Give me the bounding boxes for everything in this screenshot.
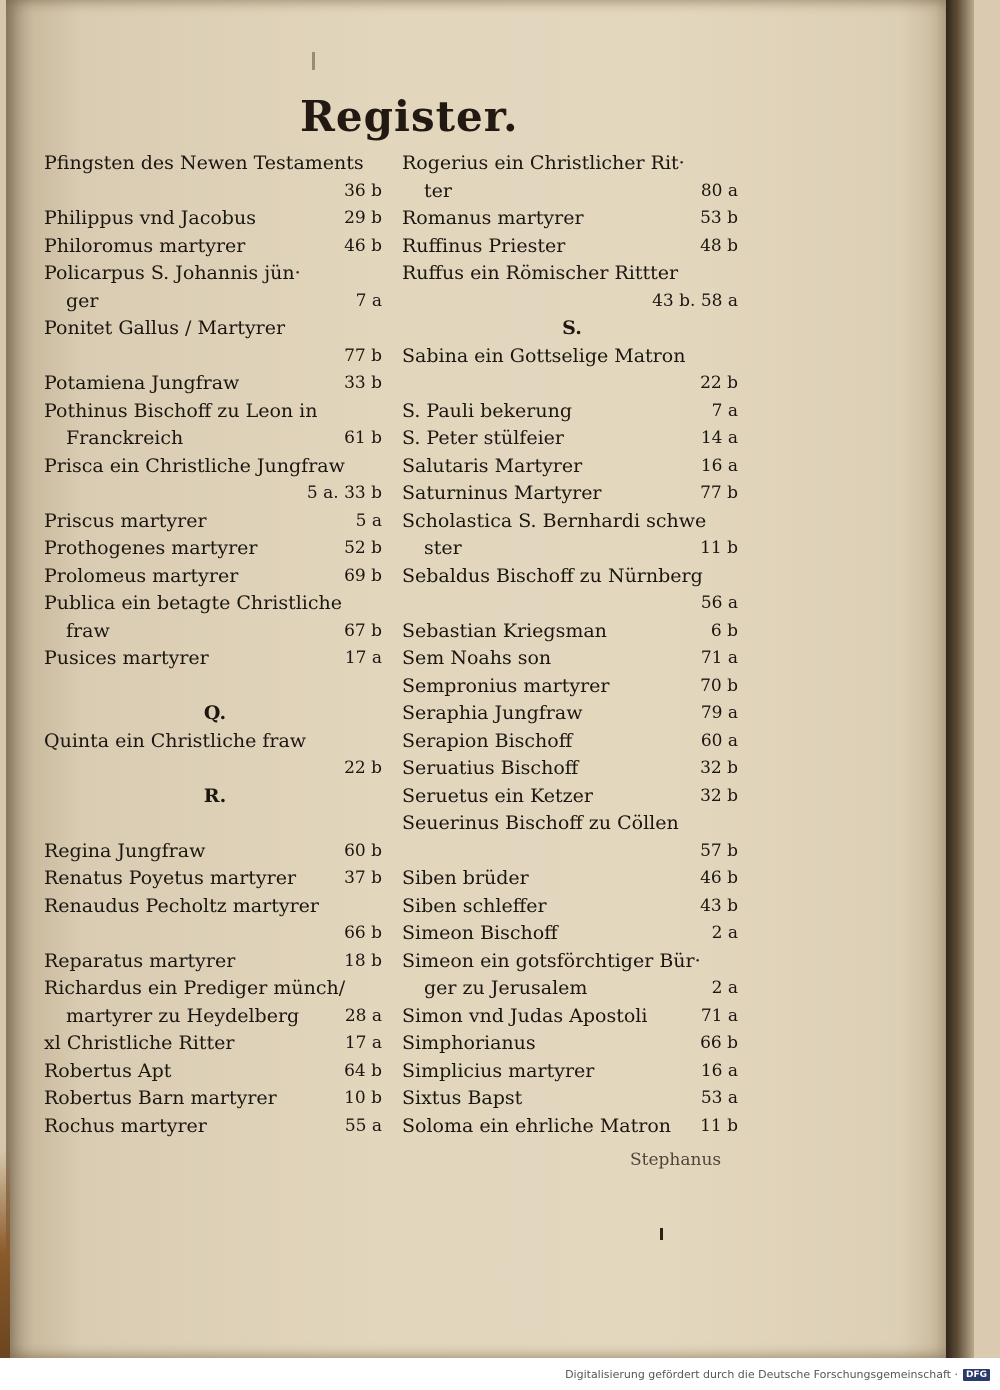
section-letter [44, 700, 386, 728]
entry-name: Rochus martyrer [44, 1114, 207, 1137]
register-entry [402, 618, 742, 646]
register-entry [402, 233, 742, 261]
register-entry [402, 425, 742, 453]
entry-name: Prisca ein Christliche Jungfraw [44, 454, 345, 477]
register-entry [44, 865, 386, 893]
entry-page-ref: 61 b [344, 428, 382, 448]
entry-name: Robertus Barn martyrer [44, 1087, 277, 1109]
entry-page-ref: 66 b [344, 923, 382, 943]
register-entry [44, 480, 386, 508]
register-entry [402, 453, 742, 481]
entry-page-ref: 46 b [700, 868, 738, 888]
entry-page-ref: 70 b [700, 675, 738, 696]
ink-mark [312, 52, 315, 70]
register-entry [44, 150, 386, 178]
entry-page-ref: 17 a [344, 648, 382, 668]
catchword: Stephanus [630, 1150, 722, 1170]
register-entry [402, 865, 742, 893]
entry-name: Seraphia Jungfraw [402, 702, 583, 724]
register-entry [402, 673, 742, 701]
spacer [44, 810, 386, 838]
credit-text: Digitalisierung gefördert durch die Deutsche Forschungsgemeinschaft · [565, 1368, 958, 1381]
register-entry [44, 1085, 386, 1113]
entry-name: Ruffus ein Römischer Rittter [402, 262, 679, 284]
entry-page-ref: 37 b [344, 868, 382, 888]
entry-name: Salutaris Martyrer [402, 454, 583, 477]
entry-page-ref: 55 a [344, 1115, 382, 1136]
register-entry [44, 975, 386, 1003]
entry-page-ref: 16 a [700, 455, 738, 476]
entry-page-ref: 46 b [344, 235, 382, 256]
section-letter-text: R. [203, 784, 227, 807]
page-stain [0, 1150, 10, 1358]
register-entry [44, 178, 386, 206]
register-entry [44, 1058, 386, 1086]
entry-name: Regina Jungfraw [44, 839, 206, 862]
entry-name: Reparatus martyrer [44, 949, 236, 972]
entry-page-ref: 80 a [700, 180, 738, 201]
entry-name: Sebastian Kriegsman [402, 619, 607, 642]
entry-page-ref: 52 b [344, 538, 382, 558]
entry-page-ref: 77 b [344, 345, 382, 366]
entry-name: Publica ein betagte Christliche [44, 592, 342, 614]
register-entry [402, 975, 742, 1003]
entry-name: Seruatius Bischoff [402, 757, 579, 779]
entry-name: Siben brüder [402, 867, 529, 889]
entry-name: Siben schleffer [402, 894, 547, 917]
register-entry [402, 700, 742, 728]
signature-mark [660, 1228, 663, 1240]
entry-page-ref: 67 b [344, 620, 382, 641]
entry-name: ger [66, 289, 99, 312]
entry-name: Sixtus Bapst [402, 1087, 523, 1109]
register-entry [402, 645, 742, 673]
register-entry [402, 535, 742, 563]
register-column-right [402, 150, 742, 1140]
page-edge-shadow [946, 0, 974, 1358]
register-entry [402, 398, 742, 426]
register-entry [44, 343, 386, 371]
entry-name: Potamiena Jungfraw [44, 372, 240, 394]
register-entry [402, 755, 742, 783]
entry-page-ref: 64 b [344, 1060, 382, 1081]
entry-page-ref: 77 b [700, 483, 738, 503]
entry-page-ref: 10 b [344, 1088, 382, 1108]
register-entry [402, 1030, 742, 1058]
register-entry [44, 838, 386, 866]
entry-page-ref: 11 b [700, 538, 738, 558]
entry-name: Serapion Bischoff [402, 729, 573, 752]
digitization-credit [565, 1368, 990, 1381]
entry-page-ref: 7 a [355, 290, 382, 311]
entry-name: S. Pauli bekerung [402, 399, 572, 422]
entry-name: Rogerius ein Christlicher Rit· [402, 152, 685, 174]
register-entry [44, 590, 386, 618]
register-entry [402, 370, 742, 398]
entry-page-ref: 71 a [700, 648, 738, 668]
entry-page-ref: 48 b [700, 235, 738, 256]
entry-page-ref: 60 a [700, 730, 738, 751]
dfg-logo: DFG [963, 1369, 990, 1381]
register-entry [44, 920, 386, 948]
register-entry [44, 398, 386, 426]
entry-page-ref: 28 a [344, 1005, 382, 1026]
register-entry [402, 178, 742, 206]
entry-page-ref: 66 b [700, 1033, 738, 1053]
entry-name: Policarpus S. Johannis jün· [44, 262, 301, 284]
register-entry [44, 1030, 386, 1058]
entry-name: Ponitet Gallus / Martyrer [44, 317, 286, 339]
entry-page-ref: 17 a [344, 1033, 382, 1053]
entry-page-ref: 16 a [700, 1060, 738, 1081]
entry-page-ref: 5 a [355, 510, 382, 531]
entry-name: Philippus vnd Jacobus [44, 207, 256, 229]
register-entry [44, 425, 386, 453]
register-entry [402, 1085, 742, 1113]
entry-page-ref: 29 b [344, 208, 382, 228]
register-entry [402, 563, 742, 591]
register-entry [44, 618, 386, 646]
entry-page-ref: 33 b [344, 373, 382, 393]
entry-page-ref: 11 b [700, 1115, 738, 1136]
section-letter [44, 783, 386, 811]
register-entry [44, 315, 386, 343]
entry-page-ref: 22 b [344, 758, 382, 778]
entry-page-ref: 18 b [344, 950, 382, 971]
register-entry [402, 838, 742, 866]
entry-name: S. Peter stülfeier [402, 427, 564, 449]
entry-page-ref: 14 a [700, 428, 738, 448]
entry-name: fraw [66, 619, 110, 642]
register-entry [44, 288, 386, 316]
register-entry [402, 948, 742, 976]
entry-name: Simon vnd Judas Apostoli [402, 1004, 648, 1027]
entry-name: Sem Noahs son [402, 647, 552, 669]
register-entry [402, 150, 742, 178]
entry-page-ref: 32 b [700, 785, 738, 806]
entry-page-ref: 32 b [700, 758, 738, 778]
entry-name: Sabina ein Gottselige Matron [402, 344, 686, 367]
entry-name: Sempronius martyrer [402, 674, 610, 697]
entry-page-ref: 71 a [700, 1005, 738, 1026]
entry-name: Pusices martyrer [44, 647, 209, 669]
entry-name: Seruetus ein Ketzer [402, 784, 593, 807]
entry-name: Simplicius martyrer [402, 1059, 595, 1082]
entry-name: Richardus ein Prediger münch/ [44, 977, 346, 999]
page-title: Register. [300, 92, 519, 141]
entry-name: martyrer zu Heydelberg [66, 1004, 300, 1027]
entry-page-ref: 36 b [344, 180, 382, 201]
register-entry [402, 893, 742, 921]
entry-name: Scholastica S. Bernhardi schwe [402, 509, 707, 532]
entry-name: Sebaldus Bischoff zu Nürnberg [402, 564, 703, 587]
register-entry [44, 508, 386, 536]
entry-name: Simeon Bischoff [402, 922, 558, 944]
register-entry [402, 590, 742, 618]
entry-page-ref: 53 a [700, 1088, 738, 1108]
entry-name: Saturninus Martyrer [402, 482, 602, 504]
entry-page-ref: 2 a [711, 923, 738, 943]
register-entry [44, 645, 386, 673]
entry-page-ref: 43 b. 58 a [652, 290, 738, 311]
entry-name: Pothinus Bischoff zu Leon in [44, 399, 318, 422]
section-letter-text: S. [562, 317, 582, 339]
register-entry [44, 233, 386, 261]
register-entry [44, 948, 386, 976]
entry-page-ref: 43 b [700, 895, 738, 916]
entry-page-ref: 5 a. 33 b [306, 483, 382, 503]
entry-name: Prothogenes martyrer [44, 537, 258, 559]
register-entry [402, 288, 742, 316]
register-entry [44, 728, 386, 756]
register-entry [44, 893, 386, 921]
register-entry [44, 205, 386, 233]
register-entry [44, 535, 386, 563]
entry-page-ref: 56 a [700, 593, 738, 613]
entry-page-ref: 57 b [700, 840, 738, 861]
entry-name: xl Christliche Ritter [44, 1032, 235, 1054]
entry-page-ref: 69 b [344, 565, 382, 586]
entry-name: Renaudus Pecholtz martyrer [44, 894, 319, 917]
register-entry [402, 508, 742, 536]
spacer [44, 673, 386, 701]
register-entry [44, 755, 386, 783]
entry-name: Prolomeus martyrer [44, 564, 239, 587]
entry-page-ref: 6 b [710, 620, 738, 641]
register-entry [44, 370, 386, 398]
entry-name: Priscus martyrer [44, 509, 207, 532]
register-entry [402, 810, 742, 838]
register-entry [402, 920, 742, 948]
register-entry [402, 1058, 742, 1086]
entry-name: Renatus Poyetus martyrer [44, 867, 297, 889]
register-entry [402, 783, 742, 811]
entry-name: Soloma ein ehrliche Matron [402, 1114, 672, 1137]
register-column-left [44, 150, 386, 1140]
scan-margin [974, 0, 1000, 1358]
entry-name: Simphorianus [402, 1032, 536, 1054]
entry-page-ref: 22 b [700, 373, 738, 393]
entry-name: ger zu Jerusalem [424, 977, 588, 999]
register-entry [402, 260, 742, 288]
entry-name: Franckreich [66, 427, 184, 449]
entry-page-ref: 2 a [711, 978, 738, 998]
register-entry [402, 480, 742, 508]
register-entry [44, 260, 386, 288]
entry-page-ref: 79 a [700, 703, 738, 723]
entry-name: Robertus Apt [44, 1059, 172, 1082]
entry-name: ster [424, 537, 462, 559]
register-entry [44, 453, 386, 481]
register-entry [44, 1003, 386, 1031]
entry-name: Pfingsten des Newen Testaments [44, 152, 364, 174]
entry-name: Romanus martyrer [402, 207, 584, 229]
entry-name: Seuerinus Bischoff zu Cöllen [402, 812, 679, 834]
section-letter-text: Q. [203, 702, 227, 724]
register-entry [402, 1113, 742, 1141]
entry-name: Quinta ein Christliche fraw [44, 729, 307, 752]
section-letter [402, 315, 742, 343]
entry-name: ter [424, 179, 452, 202]
register-entry [402, 728, 742, 756]
entry-name: Ruffinus Priester [402, 234, 566, 257]
register-entry [402, 1003, 742, 1031]
entry-name: Philoromus martyrer [44, 234, 246, 257]
entry-page-ref: 7 a [711, 400, 738, 421]
entry-page-ref: 60 b [344, 840, 382, 861]
register-entry [402, 343, 742, 371]
register-entry [44, 1113, 386, 1141]
register-entry [402, 205, 742, 233]
entry-name: Simeon ein gotsförchtiger Bür· [402, 949, 701, 972]
register-entry [44, 563, 386, 591]
entry-page-ref: 53 b [700, 208, 738, 228]
